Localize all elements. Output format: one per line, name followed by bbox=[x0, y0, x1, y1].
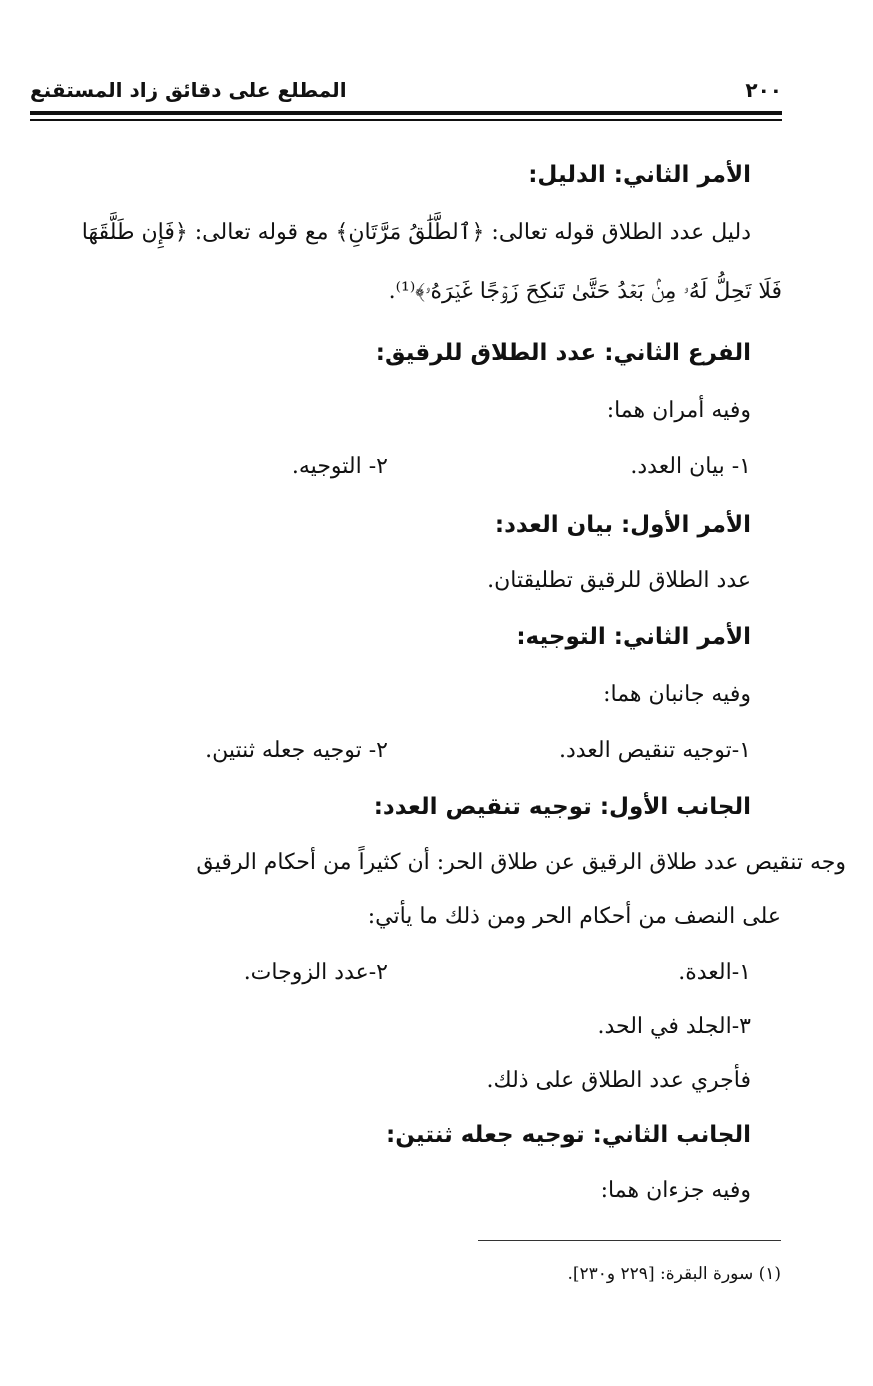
paragraph-evidence-line2: فَلَا تَحِلُّ لَهُۥ مِنۢ بَعۡدُ حَتَّىٰ تَنكِحَ زَوۡجًا غَيۡرَهُۥ﴾⁽¹⁾. bbox=[388, 279, 782, 304]
heading-count-statement: الأمر الأول: بيان العدد: bbox=[494, 512, 751, 538]
list3-item3: ٣-الجلد في الحد. bbox=[597, 1014, 751, 1039]
paragraph-applied: فأجري عدد الطلاق على ذلك. bbox=[486, 1068, 751, 1093]
page-number: ٢٠٠ bbox=[745, 78, 782, 102]
list2-item2: ٢- توجيه جعله ثنتين. bbox=[205, 738, 388, 763]
list1-item1: ١- بيان العدد. bbox=[630, 454, 751, 479]
paragraph-reduction-line2: على النصف من أحكام الحر ومن ذلك ما يأتي: bbox=[367, 904, 781, 929]
paragraph-evidence-line1: دليل عدد الطلاق قوله تعالى: ﴿ٱلطَّلَٰقُ مَرَّتَانِ﴾ مع قوله تعالى: ﴿فَإِن طَلَّقَهَا bbox=[81, 220, 751, 245]
heading-second-aspect: الجانب الثاني: توجيه جعله ثنتين: bbox=[386, 1122, 751, 1148]
list1-item2: ٢- التوجيه. bbox=[291, 454, 388, 479]
paragraph-two-parts: وفيه جزءان هما: bbox=[600, 1178, 751, 1203]
page-header bbox=[30, 78, 782, 108]
header-rule-thick bbox=[30, 111, 782, 115]
paragraph-two-matters: وفيه أمران هما: bbox=[606, 398, 751, 423]
heading-slave-divorce-count: الفرع الثاني: عدد الطلاق للرقيق: bbox=[375, 340, 751, 366]
heading-justification: الأمر الثاني: التوجيه: bbox=[516, 624, 751, 650]
list3-item2: ٢-عدد الزوجات. bbox=[243, 960, 388, 985]
heading-first-aspect: الجانب الأول: توجيه تنقيص العدد: bbox=[373, 794, 751, 820]
list2-item1: ١-توجيه تنقيص العدد. bbox=[558, 738, 751, 763]
footnote: (١) سورة البقرة: [٢٢٩ و٢٣٠]. bbox=[567, 1264, 781, 1284]
running-title: المطلع على دقائق زاد المستقنع bbox=[30, 78, 347, 102]
paragraph-reduction-line1: وجه تنقيص عدد طلاق الرقيق عن طلاق الحر: أن كثيراً من أحكام الرقيق bbox=[196, 850, 846, 875]
header-rule-thin bbox=[30, 119, 782, 121]
paragraph-count: عدد الطلاق للرقيق تطليقتان. bbox=[487, 568, 751, 593]
footnote-rule bbox=[478, 1240, 781, 1241]
paragraph-two-aspects: وفيه جانبان هما: bbox=[603, 682, 751, 707]
list3-item1: ١-العدة. bbox=[678, 960, 751, 985]
heading-evidence: الأمر الثاني: الدليل: bbox=[528, 162, 751, 188]
